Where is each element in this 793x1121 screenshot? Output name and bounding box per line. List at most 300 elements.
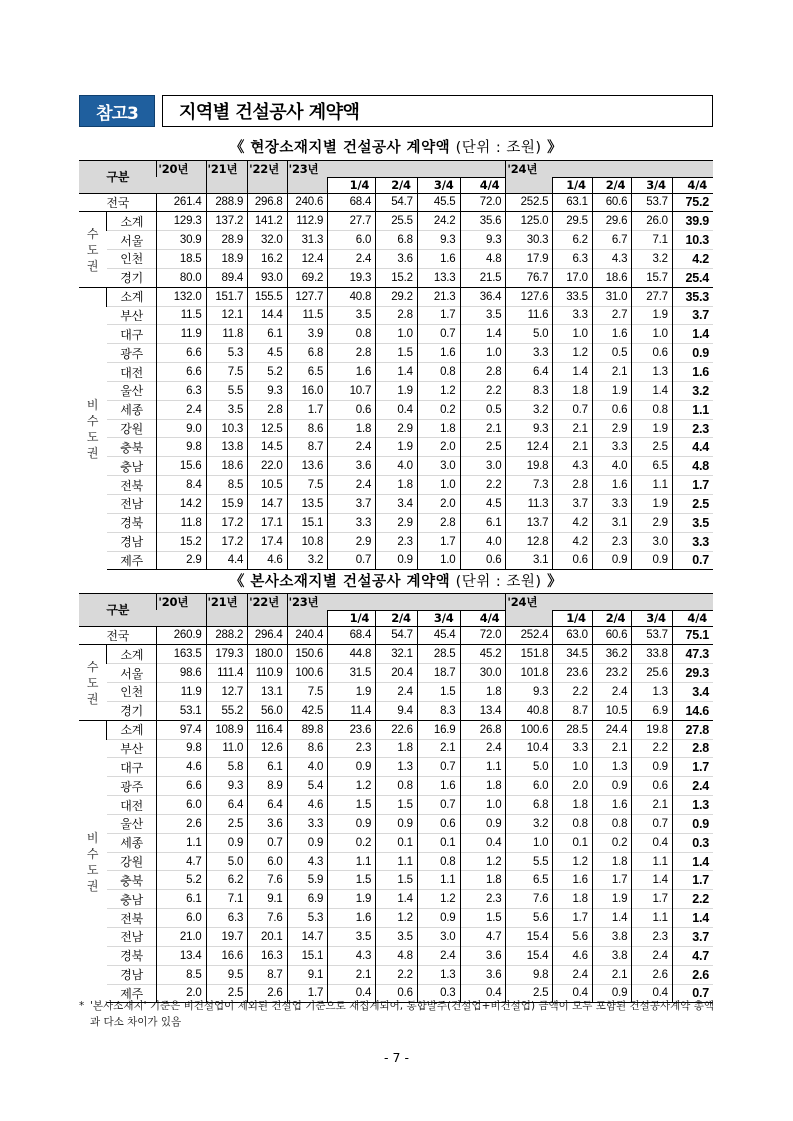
table-cell: 34.5 (553, 645, 592, 664)
table-cell: 0.1 (417, 833, 460, 852)
header-quarter: 3/4 (417, 610, 460, 626)
table-cell: 89.4 (206, 268, 248, 287)
table-cell: 2.0 (417, 438, 460, 457)
table-cell: 55.2 (206, 701, 248, 720)
table-cell: 3.3 (592, 495, 631, 514)
row-label: 울산 (107, 381, 157, 400)
table-cell: 3.6 (328, 457, 376, 476)
table-cell: 1.9 (592, 381, 631, 400)
table-cell: 0.8 (417, 363, 460, 382)
table-cell: 1.5 (417, 683, 460, 702)
table-cell: 0.7 (553, 400, 592, 419)
table-row (79, 344, 713, 363)
table-cell: 5.0 (506, 325, 553, 344)
table-cell: 3.3 (553, 306, 592, 325)
table-cell: 40.8 (506, 701, 553, 720)
table-cell: 3.7 (328, 495, 376, 514)
table-cell: 0.5 (460, 400, 506, 419)
table-cell: 15.2 (157, 532, 206, 551)
table-cell: 36.2 (592, 645, 631, 664)
table-cell: 15.1 (287, 513, 328, 532)
table-cell: 1.6 (328, 909, 376, 928)
table-cell: 4.7 (460, 928, 506, 947)
table-cell: 1.0 (553, 758, 592, 777)
table-cell: 17.0 (553, 268, 592, 287)
table-cell: 25.5 (376, 212, 418, 231)
table-row (79, 664, 713, 683)
table-cell: 0.4 (632, 984, 673, 1003)
table-cell: 0.6 (376, 984, 418, 1003)
table-cell: 6.0 (157, 909, 206, 928)
table-row (79, 796, 713, 815)
table1-subtitle-close: 》 (547, 140, 563, 156)
table-cell: 0.6 (632, 777, 673, 796)
table-cell: 4.4 (672, 438, 713, 457)
table-cell: 0.7 (417, 325, 460, 344)
table-cell: 11.5 (157, 306, 206, 325)
table-cell: 1.8 (553, 796, 592, 815)
header-quarter: 2/4 (592, 177, 631, 193)
table-row (79, 890, 713, 909)
table-cell: 1.6 (672, 363, 713, 382)
table-cell: 6.8 (506, 796, 553, 815)
table-cell: 1.1 (417, 871, 460, 890)
table-row (79, 758, 713, 777)
table-cell: 6.8 (287, 344, 328, 363)
table-cell: 6.9 (632, 701, 673, 720)
table-cell: 4.3 (328, 946, 376, 965)
table-cell: 1.5 (376, 796, 418, 815)
table-cell: 2.5 (506, 984, 553, 1003)
table-cell: 4.7 (672, 946, 713, 965)
table-cell: 3.7 (672, 928, 713, 947)
table-cell: 3.5 (376, 928, 418, 947)
table-cell: 4.4 (206, 551, 248, 570)
table-cell: 5.9 (287, 871, 328, 890)
footnote-marker: * (79, 1000, 85, 1012)
table-cell: 31.3 (287, 231, 328, 250)
footnote (79, 998, 719, 1030)
table-cell: 0.9 (376, 814, 418, 833)
table-cell: 14.5 (248, 438, 287, 457)
row-label: 대전 (107, 796, 157, 815)
table-cell: 1.7 (632, 890, 673, 909)
table-row (79, 852, 713, 871)
table-cell: 3.2 (672, 381, 713, 400)
table-cell: 12.4 (506, 438, 553, 457)
table-cell: 53.7 (632, 193, 673, 212)
table-cell: 16.6 (206, 946, 248, 965)
table-cell: 101.8 (506, 664, 553, 683)
row-label: 강원 (107, 419, 157, 438)
table-cell: 6.7 (592, 231, 631, 250)
table-cell: 13.4 (460, 701, 506, 720)
table-cell: 8.5 (206, 476, 248, 495)
table-cell: 6.5 (506, 871, 553, 890)
table-cell: 3.5 (672, 513, 713, 532)
table-row (79, 381, 713, 400)
table-cell: 2.8 (417, 513, 460, 532)
header-quarter: 1/4 (553, 610, 592, 626)
table-cell: 116.4 (248, 720, 287, 739)
table1-unit: (단위 : 조원) (455, 140, 542, 156)
table-cell: 20.4 (376, 664, 418, 683)
table-cell: 16.0 (287, 381, 328, 400)
table-cell: 15.1 (287, 946, 328, 965)
table-cell: 127.7 (287, 287, 328, 306)
row-label: 인천 (107, 683, 157, 702)
reference-badge: 참고3 (79, 95, 155, 127)
table-cell: 2.5 (206, 814, 248, 833)
table-cell: 13.1 (248, 683, 287, 702)
table-cell: 3.3 (553, 739, 592, 758)
table-cell: 2.4 (553, 965, 592, 984)
table-row (79, 287, 713, 306)
table-cell: 4.7 (157, 852, 206, 871)
table-cell: 1.3 (632, 683, 673, 702)
row-label: 경남 (107, 965, 157, 984)
table-cell: 3.8 (592, 946, 631, 965)
table-cell: 8.6 (287, 419, 328, 438)
table-row (79, 193, 713, 212)
table-cell: 68.4 (328, 626, 376, 645)
table-row (79, 645, 713, 664)
table-cell: 0.6 (328, 400, 376, 419)
table-cell: 1.0 (417, 476, 460, 495)
table-cell: 2.1 (553, 419, 592, 438)
table-cell: 2.0 (157, 984, 206, 1003)
table-cell: 4.6 (553, 946, 592, 965)
table-cell: 155.5 (248, 287, 287, 306)
table-cell: 0.6 (460, 551, 506, 570)
table-cell: 1.2 (417, 890, 460, 909)
table-row (79, 325, 713, 344)
table-cell: 6.4 (506, 363, 553, 382)
row-label: 서울 (107, 664, 157, 683)
table-cell: 6.6 (157, 363, 206, 382)
table-row (79, 457, 713, 476)
table-cell: 6.4 (248, 796, 287, 815)
table-cell: 1.0 (417, 551, 460, 570)
table-cell: 5.6 (506, 909, 553, 928)
table-cell: 1.8 (376, 476, 418, 495)
table-cell: 1.7 (553, 909, 592, 928)
table-cell: 11.5 (287, 306, 328, 325)
table-cell: 240.6 (287, 193, 328, 212)
table-cell: 14.2 (157, 495, 206, 514)
header-row-quarters (79, 177, 713, 193)
table-cell: 10.3 (206, 419, 248, 438)
table-cell: 0.8 (376, 777, 418, 796)
header-quarter: 3/4 (417, 177, 460, 193)
table-cell: 0.7 (328, 551, 376, 570)
row-label: 대전 (107, 363, 157, 382)
table-cell: 3.2 (506, 400, 553, 419)
table-cell: 2.9 (376, 419, 418, 438)
table-cell: 12.6 (248, 739, 287, 758)
table-cell: 1.0 (460, 344, 506, 363)
table-cell: 110.9 (248, 664, 287, 683)
table-cell: 11.9 (157, 683, 206, 702)
table-cell: 0.8 (632, 400, 673, 419)
table-cell: 47.3 (672, 645, 713, 664)
table-cell: 3.0 (632, 532, 673, 551)
table-cell: 2.3 (376, 532, 418, 551)
table-cell: 12.4 (287, 250, 328, 269)
table-cell: 1.1 (376, 852, 418, 871)
table-cell: 1.8 (553, 381, 592, 400)
header-year: '20년 (157, 161, 206, 178)
table-cell: 76.7 (506, 268, 553, 287)
table-cell: 0.1 (553, 833, 592, 852)
table-cell: 2.2 (672, 890, 713, 909)
table-cell: 6.3 (553, 250, 592, 269)
table-cell: 13.3 (417, 268, 460, 287)
footnote-text: '본사소재지' 기준은 비건설업이 제외된 건설업 기준으로 재집계되어, 통합발주(건설업+비건설업) 금액이 모두 포함된 건설공사계약 총액과 다소 차이가 있음 (90, 1000, 715, 1028)
table-cell: 1.9 (376, 381, 418, 400)
table-cell: 2.4 (328, 250, 376, 269)
table-row (79, 513, 713, 532)
table-cell: 141.2 (248, 212, 287, 231)
header-row-years (79, 161, 713, 178)
table-cell: 33.8 (632, 645, 673, 664)
table-cell: 0.4 (460, 833, 506, 852)
table-cell: 44.8 (328, 645, 376, 664)
table-cell: 17.2 (206, 532, 248, 551)
table-cell: 12.1 (206, 306, 248, 325)
table-cell: 0.9 (328, 758, 376, 777)
table-cell: 2.2 (553, 683, 592, 702)
table-cell: 2.8 (328, 344, 376, 363)
table-cell: 2.1 (592, 363, 631, 382)
table-cell: 4.8 (460, 250, 506, 269)
table-cell: 2.1 (592, 965, 631, 984)
table-cell: 27.7 (328, 212, 376, 231)
table-cell: 0.9 (632, 551, 673, 570)
table-cell: 42.5 (287, 701, 328, 720)
table-cell: 7.6 (248, 909, 287, 928)
table-row (79, 814, 713, 833)
table-cell: 21.0 (157, 928, 206, 947)
header-quarter: 1/4 (328, 610, 376, 626)
table-cell: 1.2 (328, 777, 376, 796)
table-cell: 2.8 (376, 306, 418, 325)
table-cell: 27.7 (632, 287, 673, 306)
table-cell: 4.3 (553, 457, 592, 476)
table-cell: 2.9 (592, 419, 631, 438)
table-cell: 4.0 (460, 532, 506, 551)
table-cell: 7.3 (506, 476, 553, 495)
table-cell: 4.6 (248, 551, 287, 570)
header-quarter: 2/4 (592, 610, 631, 626)
table-hq-location (79, 593, 713, 1003)
group-label-text: 비 수 도 권 (86, 397, 99, 460)
table-cell: 0.4 (553, 984, 592, 1003)
table-cell: 4.2 (553, 532, 592, 551)
table-cell: 1.4 (632, 381, 673, 400)
table-cell: 8.7 (287, 438, 328, 457)
header-year: '20년 (157, 594, 206, 611)
table-cell: 5.3 (287, 909, 328, 928)
table-cell: 1.6 (328, 363, 376, 382)
table-cell: 75.2 (672, 193, 713, 212)
table-cell: 2.6 (157, 814, 206, 833)
table-cell: 53.7 (632, 626, 673, 645)
table-cell: 0.7 (672, 984, 713, 1003)
table-cell: 1.1 (632, 476, 673, 495)
table-cell: 2.4 (417, 946, 460, 965)
table-cell: 3.6 (460, 946, 506, 965)
table-cell: 6.2 (553, 231, 592, 250)
table-cell: 3.4 (376, 495, 418, 514)
table-row (79, 946, 713, 965)
header-quarter: 4/4 (460, 177, 506, 193)
table-cell: 1.7 (287, 400, 328, 419)
table-cell: 0.9 (672, 344, 713, 363)
table-row (79, 777, 713, 796)
table-cell: 3.2 (506, 814, 553, 833)
table-cell: 1.4 (672, 909, 713, 928)
table-cell: 0.9 (460, 814, 506, 833)
table-cell: 1.9 (632, 419, 673, 438)
table-row (79, 909, 713, 928)
table-cell: 23.6 (553, 664, 592, 683)
table-cell: 1.5 (328, 871, 376, 890)
table-cell: 0.2 (328, 833, 376, 852)
table-cell: 21.3 (417, 287, 460, 306)
table-cell: 15.4 (506, 946, 553, 965)
table-cell: 0.7 (632, 814, 673, 833)
table-cell: 4.3 (287, 852, 328, 871)
table-row (79, 551, 713, 570)
table-cell: 2.4 (157, 400, 206, 419)
table-cell: 75.1 (672, 626, 713, 645)
table-row (79, 268, 713, 287)
row-label: 경기 (107, 268, 157, 287)
table-cell: 1.0 (376, 325, 418, 344)
table-cell: 56.0 (248, 701, 287, 720)
table-cell: 3.6 (460, 965, 506, 984)
table-cell: 28.9 (206, 231, 248, 250)
header-year: '21년 (206, 161, 248, 178)
table-cell: 15.6 (157, 457, 206, 476)
table-cell: 1.6 (417, 344, 460, 363)
table-cell: 2.4 (672, 777, 713, 796)
table-cell: 5.0 (506, 758, 553, 777)
header-quarter: 2/4 (376, 610, 418, 626)
table-cell: 9.3 (417, 231, 460, 250)
table-row (79, 438, 713, 457)
table-cell: 35.6 (460, 212, 506, 231)
row-label: 전북 (107, 909, 157, 928)
table-cell: 21.5 (460, 268, 506, 287)
table-cell: 18.5 (157, 250, 206, 269)
table-cell: 28.5 (553, 720, 592, 739)
table-cell: 6.1 (157, 890, 206, 909)
table-cell: 3.1 (592, 513, 631, 532)
table-cell: 2.5 (206, 984, 248, 1003)
table-cell: 1.2 (553, 852, 592, 871)
table-cell: 2.1 (553, 438, 592, 457)
table-cell: 20.1 (248, 928, 287, 947)
table-cell: 15.7 (632, 268, 673, 287)
table-cell: 5.4 (287, 777, 328, 796)
section-header (79, 95, 713, 127)
table-cell: 6.1 (248, 325, 287, 344)
table-cell: 2.8 (553, 476, 592, 495)
table-cell: 10.3 (672, 231, 713, 250)
table-cell: 7.5 (206, 363, 248, 382)
table-cell: 6.0 (328, 231, 376, 250)
table-cell: 26.0 (632, 212, 673, 231)
table-cell: 3.8 (592, 928, 631, 947)
header-quarter: 4/4 (672, 177, 713, 193)
table-cell: 100.6 (287, 664, 328, 683)
table-cell: 3.0 (460, 457, 506, 476)
table-cell: 3.5 (460, 306, 506, 325)
table-cell: 0.9 (206, 833, 248, 852)
header-quarter: 1/4 (328, 177, 376, 193)
table-cell: 0.7 (248, 833, 287, 852)
header-quarter: 4/4 (672, 610, 713, 626)
row-label: 울산 (107, 814, 157, 833)
table-cell: 2.9 (157, 551, 206, 570)
table-cell: 12.5 (248, 419, 287, 438)
table-cell: 1.6 (417, 250, 460, 269)
table-cell: 2.1 (592, 739, 631, 758)
table-cell: 1.6 (592, 476, 631, 495)
table-cell: 60.6 (592, 626, 631, 645)
table-cell: 100.6 (506, 720, 553, 739)
table-cell: 2.6 (248, 984, 287, 1003)
table-cell: 1.7 (672, 758, 713, 777)
table-cell: 1.5 (460, 909, 506, 928)
table-cell: 0.7 (672, 551, 713, 570)
table-cell: 17.4 (248, 532, 287, 551)
table-cell: 6.1 (460, 513, 506, 532)
table-cell: 0.4 (376, 400, 418, 419)
table-row (79, 871, 713, 890)
table-cell: 5.2 (157, 871, 206, 890)
table-cell: 1.1 (328, 852, 376, 871)
table-cell: 6.5 (632, 457, 673, 476)
table-cell: 6.0 (248, 852, 287, 871)
table-cell: 1.9 (376, 438, 418, 457)
table-cell: 0.7 (417, 796, 460, 815)
table-cell: 1.8 (328, 419, 376, 438)
group-label-sudo (79, 645, 107, 720)
table-cell: 2.5 (632, 438, 673, 457)
group-label-text: 비 수 도 권 (86, 830, 99, 893)
table-cell: 54.7 (376, 193, 418, 212)
table-cell: 137.2 (206, 212, 248, 231)
table-cell: 6.5 (287, 363, 328, 382)
table-cell: 1.0 (553, 325, 592, 344)
group-label-text: 수 도 권 (86, 659, 99, 706)
table2-subtitle-close: 》 (547, 574, 563, 590)
table-cell: 0.1 (376, 833, 418, 852)
table-cell: 0.8 (328, 325, 376, 344)
table-cell: 2.3 (632, 928, 673, 947)
table-cell: 14.7 (248, 495, 287, 514)
table-cell: 30.9 (157, 231, 206, 250)
row-label: 광주 (107, 777, 157, 796)
row-label: 제주 (107, 984, 157, 1003)
table-cell: 2.0 (553, 777, 592, 796)
table-cell: 180.0 (248, 645, 287, 664)
table-cell: 0.9 (592, 984, 631, 1003)
table-cell: 2.9 (328, 532, 376, 551)
